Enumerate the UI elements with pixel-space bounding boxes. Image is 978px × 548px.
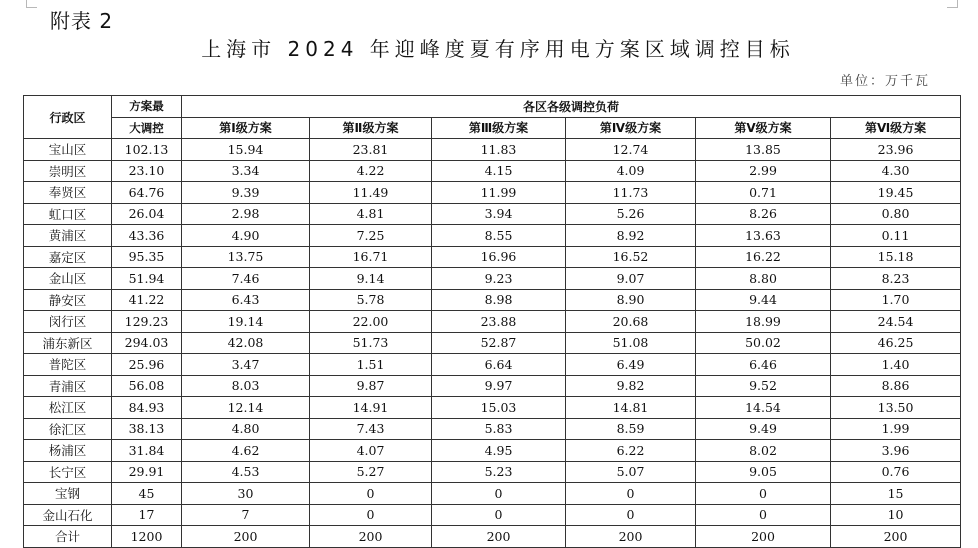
level-1-cell: 12.14	[182, 397, 310, 419]
level-4-cell: 11.73	[566, 182, 696, 204]
level-5-cell: 200	[696, 526, 831, 548]
district-cell: 静安区	[24, 289, 112, 311]
level-2-cell: 51.73	[310, 332, 432, 354]
level-5-cell: 13.63	[696, 225, 831, 247]
regional-control-table	[23, 95, 961, 548]
header-max-control-line2: 大调控	[129, 120, 164, 135]
level-1-cell: 6.43	[182, 289, 310, 311]
level-3-cell: 4.15	[432, 160, 566, 182]
district-cell: 徐汇区	[24, 418, 112, 440]
table-row	[24, 289, 961, 311]
header-level-3: 第Ⅲ级方案	[432, 117, 566, 139]
level-5-cell: 9.05	[696, 461, 831, 483]
level-3-cell: 8.98	[432, 289, 566, 311]
level-3-cell: 23.88	[432, 311, 566, 333]
level-2-cell: 4.81	[310, 203, 432, 225]
level-1-cell: 4.90	[182, 225, 310, 247]
table-row	[24, 483, 961, 505]
district-cell: 松江区	[24, 397, 112, 419]
level-2-cell: 4.07	[310, 440, 432, 462]
level-5-cell: 8.26	[696, 203, 831, 225]
level-5-cell: 13.85	[696, 139, 831, 161]
table-body	[24, 139, 961, 548]
max-control-cell: 51.94	[112, 268, 182, 290]
district-cell: 浦东新区	[24, 332, 112, 354]
table-row	[24, 526, 961, 548]
level-1-cell: 4.53	[182, 461, 310, 483]
level-3-cell: 200	[432, 526, 566, 548]
level-1-cell: 19.14	[182, 311, 310, 333]
level-2-cell: 200	[310, 526, 432, 548]
level-2-cell: 0	[310, 504, 432, 526]
district-cell: 合计	[24, 526, 112, 548]
level-6-cell: 3.96	[831, 440, 961, 462]
level-4-cell: 0	[566, 504, 696, 526]
level-4-cell: 8.92	[566, 225, 696, 247]
level-5-cell: 2.99	[696, 160, 831, 182]
level-3-cell: 3.94	[432, 203, 566, 225]
level-5-cell: 0	[696, 483, 831, 505]
header-level-6: 第Ⅵ级方案	[831, 117, 961, 139]
max-control-cell: 56.08	[112, 375, 182, 397]
level-5-cell: 0	[696, 504, 831, 526]
max-control-cell: 294.03	[112, 332, 182, 354]
table-row	[24, 418, 961, 440]
level-6-cell: 1.99	[831, 418, 961, 440]
level-3-cell: 0	[432, 483, 566, 505]
district-cell: 普陀区	[24, 354, 112, 376]
level-3-cell: 16.96	[432, 246, 566, 268]
max-control-cell: 1200	[112, 526, 182, 548]
level-1-cell: 30	[182, 483, 310, 505]
level-1-cell: 4.80	[182, 418, 310, 440]
level-5-cell: 6.46	[696, 354, 831, 376]
level-1-cell: 4.62	[182, 440, 310, 462]
table-row	[24, 354, 961, 376]
appendix-label: 附表 2	[50, 9, 114, 33]
level-6-cell: 8.86	[831, 375, 961, 397]
level-6-cell: 46.25	[831, 332, 961, 354]
table-row	[24, 246, 961, 268]
level-1-cell: 3.47	[182, 354, 310, 376]
level-1-cell: 7	[182, 504, 310, 526]
table-row	[24, 160, 961, 182]
level-4-cell: 9.07	[566, 268, 696, 290]
table-row	[24, 203, 961, 225]
level-6-cell: 4.30	[831, 160, 961, 182]
table-row	[24, 139, 961, 161]
district-cell: 崇明区	[24, 160, 112, 182]
header-level-1: 第Ⅰ级方案	[182, 117, 310, 139]
level-5-cell: 14.54	[696, 397, 831, 419]
max-control-cell: 38.13	[112, 418, 182, 440]
max-control-cell: 31.84	[112, 440, 182, 462]
level-6-cell: 15.18	[831, 246, 961, 268]
level-2-cell: 7.25	[310, 225, 432, 247]
header-level-5: 第Ⅴ级方案	[696, 117, 831, 139]
level-4-cell: 9.82	[566, 375, 696, 397]
table-row	[24, 440, 961, 462]
level-5-cell: 50.02	[696, 332, 831, 354]
level-5-cell: 9.52	[696, 375, 831, 397]
level-6-cell: 8.23	[831, 268, 961, 290]
header-level-2: 第Ⅱ级方案	[310, 117, 432, 139]
page-corner-marks	[26, 0, 958, 8]
level-2-cell: 9.14	[310, 268, 432, 290]
level-1-cell: 3.34	[182, 160, 310, 182]
level-3-cell: 5.23	[432, 461, 566, 483]
max-control-cell: 23.10	[112, 160, 182, 182]
district-cell: 金山区	[24, 268, 112, 290]
level-6-cell: 24.54	[831, 311, 961, 333]
district-cell: 长宁区	[24, 461, 112, 483]
level-3-cell: 4.95	[432, 440, 566, 462]
level-2-cell: 9.87	[310, 375, 432, 397]
district-cell: 青浦区	[24, 375, 112, 397]
level-6-cell: 23.96	[831, 139, 961, 161]
level-4-cell: 12.74	[566, 139, 696, 161]
level-4-cell: 8.59	[566, 418, 696, 440]
max-control-cell: 43.36	[112, 225, 182, 247]
header-level-4: 第Ⅳ级方案	[566, 117, 696, 139]
table-row	[24, 332, 961, 354]
max-control-cell: 95.35	[112, 246, 182, 268]
document-title: 上海市 2024 年迎峰度夏有序用电方案区域调控目标	[201, 37, 795, 61]
unit-label: 单位：万千瓦	[839, 74, 930, 89]
level-6-cell: 0.76	[831, 461, 961, 483]
level-4-cell: 4.09	[566, 160, 696, 182]
table-row	[24, 504, 961, 526]
table-row	[24, 182, 961, 204]
level-3-cell: 9.97	[432, 375, 566, 397]
table-row	[24, 375, 961, 397]
level-6-cell: 15	[831, 483, 961, 505]
level-2-cell: 22.00	[310, 311, 432, 333]
district-cell: 虹口区	[24, 203, 112, 225]
level-6-cell: 13.50	[831, 397, 961, 419]
level-2-cell: 5.27	[310, 461, 432, 483]
level-1-cell: 13.75	[182, 246, 310, 268]
level-2-cell: 4.22	[310, 160, 432, 182]
table-row	[24, 461, 961, 483]
district-cell: 奉贤区	[24, 182, 112, 204]
header-row-2	[24, 117, 961, 139]
level-5-cell: 18.99	[696, 311, 831, 333]
level-3-cell: 52.87	[432, 332, 566, 354]
level-4-cell: 0	[566, 483, 696, 505]
level-4-cell: 6.22	[566, 440, 696, 462]
max-control-cell: 102.13	[112, 139, 182, 161]
level-4-cell: 16.52	[566, 246, 696, 268]
level-3-cell: 8.55	[432, 225, 566, 247]
table-row	[24, 397, 961, 419]
max-control-cell: 84.93	[112, 397, 182, 419]
district-cell: 杨浦区	[24, 440, 112, 462]
level-4-cell: 5.26	[566, 203, 696, 225]
level-4-cell: 20.68	[566, 311, 696, 333]
level-2-cell: 11.49	[310, 182, 432, 204]
max-control-cell: 64.76	[112, 182, 182, 204]
district-cell: 金山石化	[24, 504, 112, 526]
level-5-cell: 8.02	[696, 440, 831, 462]
level-5-cell: 9.49	[696, 418, 831, 440]
header-level-group: 各区各级调控负荷	[182, 96, 961, 118]
level-4-cell: 14.81	[566, 397, 696, 419]
level-3-cell: 5.83	[432, 418, 566, 440]
level-1-cell: 7.46	[182, 268, 310, 290]
table-row	[24, 268, 961, 290]
max-control-cell: 41.22	[112, 289, 182, 311]
level-4-cell: 6.49	[566, 354, 696, 376]
level-2-cell: 16.71	[310, 246, 432, 268]
level-6-cell: 0.11	[831, 225, 961, 247]
level-3-cell: 11.83	[432, 139, 566, 161]
level-6-cell: 200	[831, 526, 961, 548]
table-row	[24, 311, 961, 333]
level-1-cell: 42.08	[182, 332, 310, 354]
header-max-control-bottom	[112, 117, 182, 139]
level-4-cell: 200	[566, 526, 696, 548]
level-5-cell: 16.22	[696, 246, 831, 268]
level-5-cell: 8.80	[696, 268, 831, 290]
max-control-cell: 17	[112, 504, 182, 526]
max-control-cell: 129.23	[112, 311, 182, 333]
level-1-cell: 2.98	[182, 203, 310, 225]
header-row-1	[24, 96, 961, 118]
level-4-cell: 8.90	[566, 289, 696, 311]
level-2-cell: 14.91	[310, 397, 432, 419]
district-cell: 宝山区	[24, 139, 112, 161]
max-control-cell: 29.91	[112, 461, 182, 483]
level-6-cell: 1.70	[831, 289, 961, 311]
level-3-cell: 0	[432, 504, 566, 526]
level-2-cell: 1.51	[310, 354, 432, 376]
max-control-cell: 25.96	[112, 354, 182, 376]
district-cell: 黄浦区	[24, 225, 112, 247]
level-1-cell: 200	[182, 526, 310, 548]
level-3-cell: 11.99	[432, 182, 566, 204]
level-2-cell: 5.78	[310, 289, 432, 311]
district-cell: 宝钢	[24, 483, 112, 505]
district-cell: 闵行区	[24, 311, 112, 333]
level-4-cell: 51.08	[566, 332, 696, 354]
header-district: 行政区	[24, 96, 112, 139]
level-6-cell: 1.40	[831, 354, 961, 376]
level-5-cell: 9.44	[696, 289, 831, 311]
level-2-cell: 23.81	[310, 139, 432, 161]
max-control-cell: 26.04	[112, 203, 182, 225]
level-1-cell: 8.03	[182, 375, 310, 397]
table-row	[24, 225, 961, 247]
level-6-cell: 19.45	[831, 182, 961, 204]
level-6-cell: 0.80	[831, 203, 961, 225]
header-max-control-line1: 方案最	[129, 99, 164, 114]
level-2-cell: 7.43	[310, 418, 432, 440]
level-2-cell: 0	[310, 483, 432, 505]
level-5-cell: 0.71	[696, 182, 831, 204]
level-4-cell: 5.07	[566, 461, 696, 483]
level-1-cell: 15.94	[182, 139, 310, 161]
level-3-cell: 9.23	[432, 268, 566, 290]
header-max-control-top	[112, 96, 182, 118]
district-cell: 嘉定区	[24, 246, 112, 268]
level-6-cell: 10	[831, 504, 961, 526]
level-3-cell: 15.03	[432, 397, 566, 419]
level-3-cell: 6.64	[432, 354, 566, 376]
level-1-cell: 9.39	[182, 182, 310, 204]
max-control-cell: 45	[112, 483, 182, 505]
